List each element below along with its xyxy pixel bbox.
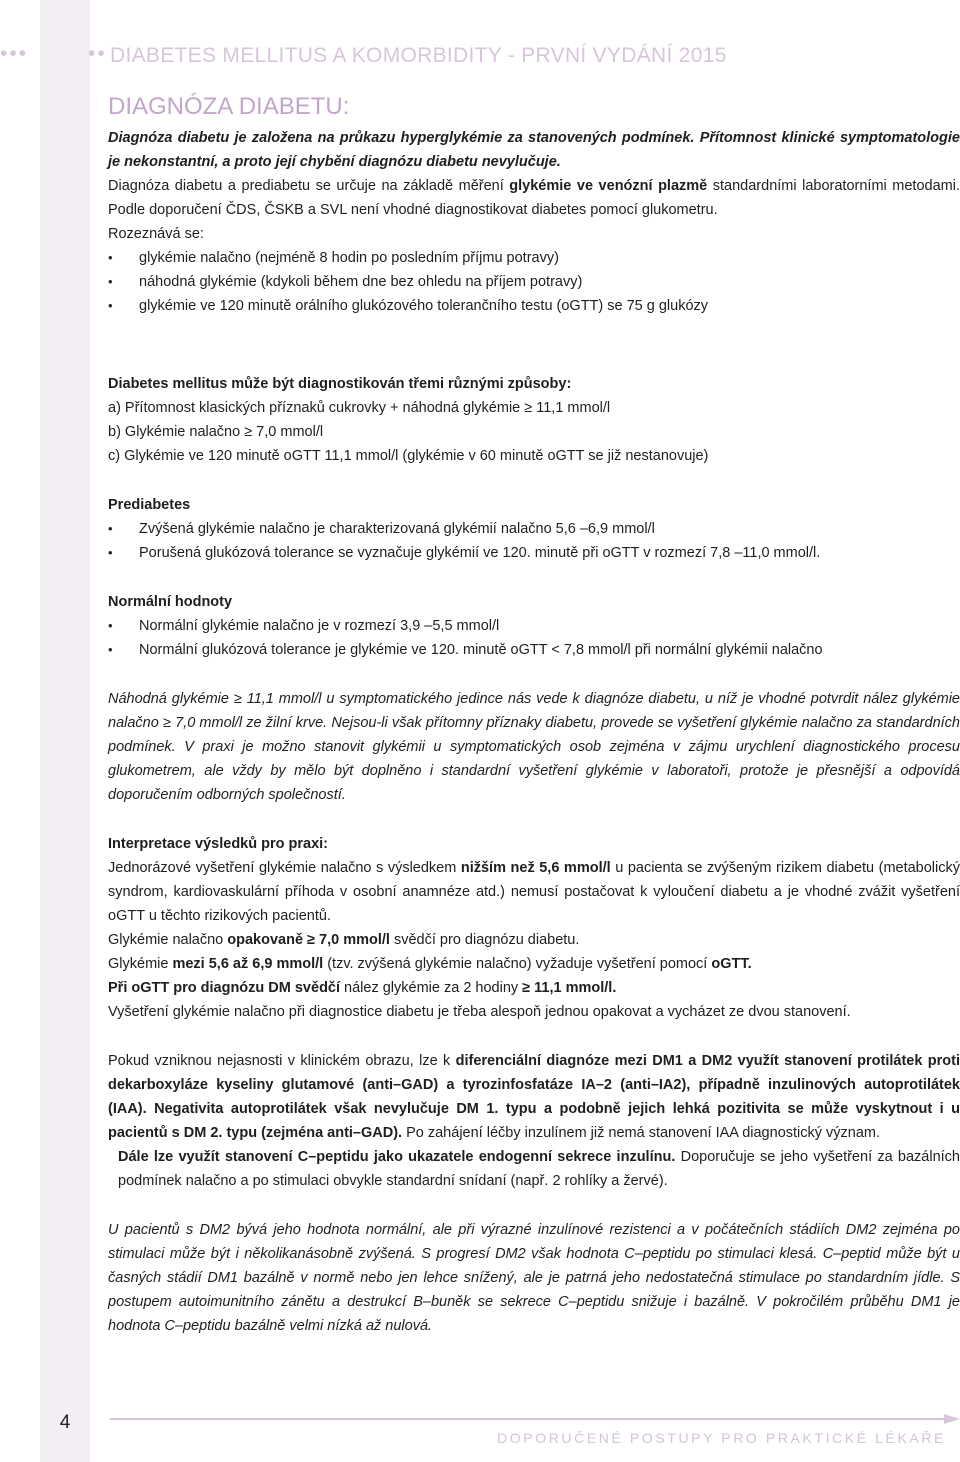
interpretation-paragraph <box>108 856 960 928</box>
intro-statement: Diagnóza diabetu je založena na průkazu hyperglykémie za stanovených podmínek. Přítomnost klinické symptomatologie je nekonstantní, a proto její chybění diagnózu diabetu nevylučuje. <box>108 130 960 170</box>
text-run-bold: mezi 5,6 až 6,9 mmol/l <box>172 956 324 972</box>
text-run-bold: nižším než 5,6 mmol/l <box>460 860 611 876</box>
list-item: • Normální glykémie nalačno je v rozmezí 3,9 –5,5 mmol/l <box>108 614 960 638</box>
interpretation-line <box>108 952 960 976</box>
running-header <box>0 38 960 74</box>
text-run-bold: Při oGTT pro diagnózu DM svědčí <box>108 980 341 996</box>
text-run-bold: opakovaně ≥ 7,0 mmol/l <box>227 932 390 948</box>
text-run: (tzv. zvýšená glykémie nalačno) vyžaduje vyšetření pomocí <box>323 956 712 972</box>
section-title: DIAGNÓZA DIABETU: <box>108 93 350 120</box>
main-content <box>108 90 960 1338</box>
text-run-bold: glykémie ve venózní plazmě <box>509 178 708 194</box>
text-run-bold: ≥ 11,1 mmol/l. <box>522 980 617 996</box>
list-item: • Porušená glukózová tolerance se vyznačuje glykémií ve 120. minutě při oGTT v rozmezí 7,8 –11,0 mmol/l. <box>108 541 960 565</box>
normal-list <box>108 614 960 662</box>
cpeptide-italic-note: U pacientů s DM2 bývá jeho hodnota normální, ale při výrazné inzulínové rezistenci a v počátečních stádiích DM2 zejména po stimulaci může být i několikanásobně zvýšená. S progresí DM2 však hodnota C–peptidu po stimulaci klesá. C–peptid může být u časných stádií DM1 bazálně v normě nebo jen lehce snížený, ale je patrná jeho nedostatečná stimulace po standardním jídle. S postupem autoimunitního zánětu a destrukcí B–buněk se sekrece C–peptidu snižuje i bazálně. V pokročilém průběhu DM1 je hodnota C–peptidu bazálně velmi nízká až nulová. <box>108 1222 960 1334</box>
text-run: nález glykémie za 2 hodiny <box>340 980 523 996</box>
italic-note: Náhodná glykémie ≥ 11,1 mmol/l u symptomatického jedince nás vede k diagnóze diabetu, u níž je vhodné potvrdit nález glykémie nalačno ≥ 7,0 mmol/l ze žilní krve. Nejsou-li však přítomny příznaky diabetu, provede se vyšetření glykémie nalačno za standardních podmínek. V praxi je možno stanovit glykémii u symptomatických osob zejména v zájmu urychlení diagnostického procesu glukometrem, ale vždy by mělo být doplněno i standardní vyšetření glykémie v laboratoři, protože je přesnější a odpovídá doporučením odborných společností. <box>108 691 960 803</box>
text-run: standardními laboratorními metodami. Podle doporučení ČDS, ČSKB a SVL není vhodné diagnostikovat diabetes pomocí glukometru. <box>108 178 960 218</box>
list-item: • náhodná glykémie (kdykoli během dne bez ohledu na příjem potravy) <box>108 270 960 294</box>
text-run-bold: Dále lze využít stanovení C–peptidu jako ukazatele endogenní sekrece inzulínu. <box>118 1149 676 1165</box>
prediabetes-heading: Prediabetes <box>108 497 191 513</box>
diagnosis-line: b) Glykémie nalačno ≥ 7,0 mmol/l <box>108 424 324 440</box>
recognized-label: Rozeznává se: <box>108 226 204 242</box>
list-item: • Normální glukózová tolerance je glykémie ve 120. minutě oGTT < 7,8 mmol/l při normální glykémii nalačno <box>108 638 960 662</box>
diagnosis-heading: Diabetes mellitus může být diagnostikován třemi různými způsoby: <box>108 376 572 392</box>
list-item: • glykémie ve 120 minutě orálního glukózového tolerančního testu (oGTT) se 75 g glukózy <box>108 294 960 318</box>
interpretation-line <box>108 928 960 952</box>
text-run: Diagnóza diabetu a prediabetu se určuje na základě měření <box>108 178 510 194</box>
interpretation-line: Vyšetření glykémie nalačno při diagnostice diabetu je třeba alespoň jednou opakovat a vycházet ze dvou stanovení. <box>108 1004 851 1020</box>
diagnosis-line: c) Glykémie ve 120 minutě oGTT 11,1 mmol/l (glykémie v 60 minutě oGTT se již nestanovuje) <box>108 448 709 464</box>
header-title: DIABETES MELLITUS A KOMORBIDITY - PRVNÍ VYDÁNÍ 2015 <box>110 44 727 67</box>
page-number: 4 <box>59 1412 71 1433</box>
text-run: Jednorázové vyšetření glykémie nalačno s výsledkem <box>108 860 461 876</box>
footer-text: DOPORUČENÉ POSTUPY PRO PRAKTICKÉ LÉKAŘE <box>497 1430 946 1446</box>
text-run: Po zahájení léčby inzulínem již nemá stanovení IAA diagnostický význam. <box>402 1125 881 1141</box>
text-run: svědčí pro diagnózu diabetu. <box>389 932 580 948</box>
text-run: Glykémie <box>108 956 173 972</box>
list-item: • glykémie nalačno (nejméně 8 hodin po posledním příjmu potravy) <box>108 246 960 270</box>
text-run: Glykémie nalačno <box>108 932 228 948</box>
interpretation-line <box>108 976 960 1000</box>
prediabetes-list <box>108 517 960 565</box>
interpretation-heading: Interpretace výsledků pro praxi: <box>108 836 328 852</box>
normal-heading: Normální hodnoty <box>108 594 233 610</box>
footer-arrow-line <box>110 1413 960 1425</box>
text-run-bold: diferenciální diagnóze mezi DM1 a DM2 využít stanovení protilátek proti dekarboxyláze kyseliny glutamové (anti–GAD) a tyrozinfosfatáze IA–2 (anti–IA2), případně inzulinových autoprotilátek (IAA). Negativita autoprotilátek však nevylučuje DM 1. typu a podobně jejich lehká pozitivita se může vyskytnout i u pacientů s DM 2. typu (zejména anti–GAD). <box>108 1053 960 1141</box>
header-dots-decoration: ••• <box>0 42 29 65</box>
text-run-bold: oGTT. <box>711 956 752 972</box>
text-run: u pacienta se zvýšeným rizikem diabetu (metabolický syndrom, kardiovaskulární příhoda v osobní anamnéze atd.) nemusí postačovat k vyloučení diabetu a je vhodné zvážit vyšetření oGTT u těchto rizikových pacientů. <box>108 860 960 924</box>
intro-paragraph <box>108 174 960 222</box>
measurement-list <box>108 246 960 318</box>
page-sidebar <box>40 0 90 1462</box>
text-run: Pokud vzniknou nejasnosti v klinickém obrazu, lze k <box>108 1053 456 1069</box>
header-dots-decoration-2: •• <box>88 42 107 65</box>
differential-paragraph <box>108 1049 960 1145</box>
cpeptide-paragraph <box>108 1145 960 1193</box>
text-run: Doporučuje se jeho vyšetření za bazálních podmínek nalačno a po stimulaci obvykle standardní snídaní (např. 2 rohlíky a žervé). <box>118 1149 960 1189</box>
diagnosis-line: a) Přítomnost klasických příznaků cukrovky + náhodná glykémie ≥ 11,1 mmol/l <box>108 400 611 416</box>
list-item: • Zvýšená glykémie nalačno je charakterizovaná glykémií nalačno 5,6 –6,9 mmol/l <box>108 517 960 541</box>
